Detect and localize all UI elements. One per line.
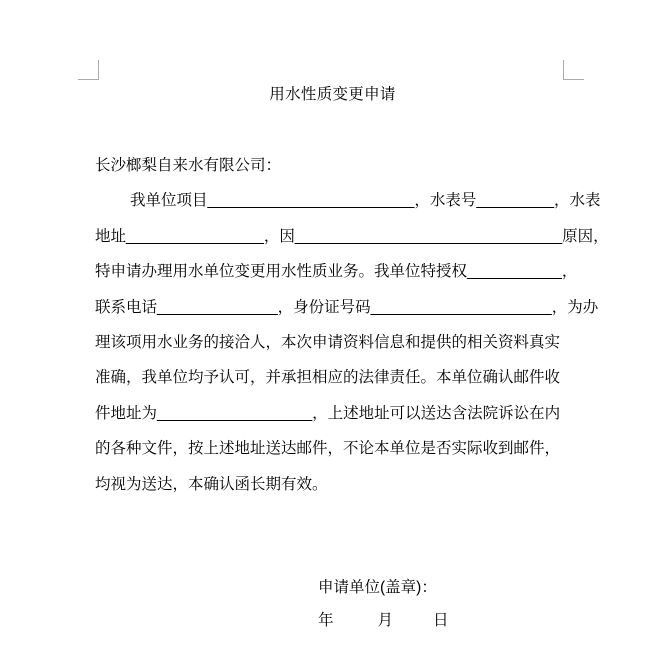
body-line-9: 均视为送达，本确认函长期有效。 bbox=[95, 475, 328, 493]
body-line-3: 特申请办理用水单位变更用水性质业务。我单位特授权___________， bbox=[95, 263, 578, 281]
signature-unit-label: 申请单位(盖章)： bbox=[318, 579, 437, 596]
body-line-6: 准确，我单位均予认可，并承担相应的法律责任。本单位确认邮件收 bbox=[95, 369, 561, 387]
body-line-4: 联系电话______________，身份证号码_____________________，为办 bbox=[95, 298, 599, 316]
date-day-label: 日 bbox=[433, 612, 449, 629]
body-line-1: 我单位项目________________________，水表号_________，水表 bbox=[130, 192, 601, 210]
body-line-7: 件地址为__________________，上述地址可以送达含法院诉讼在内 bbox=[95, 404, 561, 422]
body-line-5: 理该项用水业务的接洽人，本次申请资料信息和提供的相关资料真实 bbox=[95, 334, 561, 352]
date-year-label: 年 bbox=[318, 612, 334, 629]
date-month-label: 月 bbox=[377, 612, 394, 629]
signature-date-line bbox=[318, 604, 449, 637]
document-body bbox=[95, 148, 609, 502]
document-title: 用水性质变更申请 bbox=[269, 86, 396, 103]
body-line-8: 的各种文件，按上述地址送达邮件，不论本单位是否实际收到邮件， bbox=[95, 440, 561, 458]
body-line-2: 地址________________，因_______________________________原因， bbox=[95, 227, 609, 245]
salutation-line: 长沙榔梨自来水有限公司： bbox=[95, 157, 282, 174]
signature-block bbox=[318, 571, 449, 637]
